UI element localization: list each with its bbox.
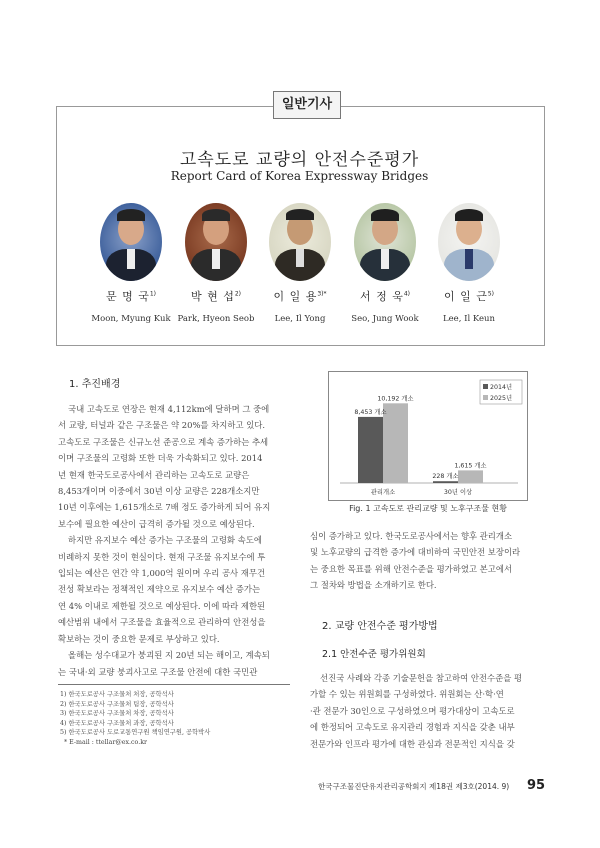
author-photo: [438, 203, 500, 281]
author-name-en: Moon, Myung Kuk: [91, 314, 171, 324]
legend-label: 2025년: [490, 395, 513, 402]
text-line: 심이 증가하고 있다. 한국도로공사에서는 향후 관리개소: [310, 531, 513, 541]
figure-caption: Fig. 1 고속도로 관리교량 및 노후구조물 현황: [349, 504, 507, 513]
bar-2025-30년이상: [458, 470, 483, 483]
author-name-ko: 박 현 섭: [190, 290, 235, 303]
x-tick-label: 30년 이상: [443, 489, 473, 496]
footnote: 1) 한국도로공사 구조물처 처장, 공학석사: [60, 691, 174, 698]
page-title: 고속도로 교량의 안전수준평가: [179, 150, 420, 170]
text-line: 확보하는 것이 중요한 문제로 부상하고 있다.: [58, 633, 220, 644]
author-name-en: Seo, Jung Wook: [351, 314, 419, 324]
text-line: 는 국내·외 교량 붕괴사고로 구조물 안전에 대한 국민관: [58, 666, 258, 677]
author-name-en: Lee, Il Keun: [443, 314, 495, 324]
text-line: 8,453개이며 이중에서 30년 이상 교량은 228개소지만: [58, 486, 260, 497]
text-line: 전성 확보라는 정책적인 제약으로 유지보수 예산 증가는: [58, 584, 261, 595]
text-line: 고속도로 구조물은 신규노선 준공으로 계속 증가하는 추세: [58, 436, 269, 447]
text-line: 에 한정되어 고속도로 유지관리 경험과 지식을 갖춘 내부: [310, 722, 515, 733]
bar-2014-관리개소: [358, 417, 383, 483]
author-2: [171, 203, 261, 324]
text-line: 올해는 성수대교가 붕괴된 지 20년 되는 해이고, 계속되: [68, 650, 270, 661]
author-name-en: Park, Hyeon Seob: [177, 314, 255, 324]
text-line: 10년 이후에는 1,615개소로 7배 정도 증가하게 되어 유지: [58, 502, 271, 513]
category-tag: 일반기사: [273, 91, 341, 119]
author-photo: [354, 203, 416, 281]
text-line: 년 현재 한국도로공사에서 관리하는 고속도로 교량은: [58, 469, 250, 480]
legend-swatch: [483, 384, 488, 389]
author-photo: [269, 203, 331, 281]
bar-2014-30년이상: [433, 481, 458, 483]
data-label: 1,615 개소: [454, 462, 487, 470]
text-line: ·관 전문가 30인으로 구성하였으며 평가대상이 고속도로: [310, 705, 515, 716]
text-line: 그 절차와 방법을 소개하기로 한다.: [310, 580, 437, 591]
text-line: 는 중요한 목표를 위해 안전수준을 평가하였고 본고에서: [310, 563, 513, 574]
footnote-divider: [58, 684, 290, 685]
text-line: 보수에 필요한 예산이 급격히 증가될 것으로 예상된다.: [58, 518, 255, 529]
page-number: 95: [527, 778, 546, 793]
author-3: [255, 203, 345, 324]
author-1: [86, 203, 176, 324]
author-mark: 1): [149, 290, 157, 298]
author-name-ko: 서 정 욱: [359, 290, 404, 303]
data-label: 8,453 개소: [354, 408, 387, 416]
bar-chart: [328, 371, 528, 501]
author-name-ko: 문 명 국: [105, 290, 150, 303]
text-line: 서 교량, 터널과 같은 구조물은 약 20%를 차지하고 있다.: [58, 420, 266, 431]
x-tick-label: 관리개소: [370, 489, 396, 496]
bar-2025-관리개소: [383, 403, 408, 483]
footnotes: [60, 690, 292, 747]
right-column-body: [310, 528, 542, 594]
footnote: 3) 한국도로공사 구조물처 차장, 공학석사: [60, 710, 174, 717]
legend-swatch: [483, 395, 488, 400]
footnote: * E-mail : ttellar@ex.co.kr: [64, 738, 148, 746]
text-line: 선진국 사례와 각종 기술문헌을 참고하여 안전수준을 평: [320, 673, 523, 683]
page-title-english: Report Card of Korea Expressway Bridges: [170, 169, 429, 183]
author-name-en: Lee, Il Yong: [274, 314, 326, 324]
footnote: 4) 한국도로공사 구조물처 과장, 공학석사: [60, 719, 174, 727]
author-mark: 4): [403, 290, 411, 298]
text-line: 이며 구조물의 고령화 또한 더욱 가속화되고 있다. 2014: [58, 453, 263, 464]
text-line: 비례하지 못한 것이 현실이다. 현재 구조물 유지보수에 투: [58, 551, 266, 562]
text-line: 전문가와 인프라 평가에 대한 관심과 전문적인 지식을 갖: [310, 738, 515, 749]
author-photo: [100, 203, 162, 281]
legend-label: 2014년: [490, 384, 513, 391]
author-photo: [185, 203, 247, 281]
text-line: 하지만 유지보수 예산 증가는 구조물의 고령화 속도에: [68, 535, 262, 546]
chart-legend: [480, 380, 522, 404]
footnote: 2) 한국도로공사 구조물처 팀장, 공학석사: [60, 700, 174, 708]
author-mark: 5): [487, 290, 495, 298]
text-line: 및 노후교량의 급격한 증가에 대비하여 국민안전 보장이라: [310, 547, 521, 558]
text-line: 국내 고속도로 연장은 현재 4,112km에 달하며 그 중에: [68, 404, 270, 414]
footnote: 5) 한국도로공사 도로교통연구원 책임연구원, 공학박사: [60, 729, 211, 736]
data-label: 228 개소: [432, 473, 459, 481]
data-label: 10,192 개소: [377, 395, 414, 403]
text-line: 연 4% 이내로 제한될 것으로 예상된다. 이에 따라 제한된: [58, 600, 266, 611]
author-mark: 2): [234, 290, 242, 298]
section21-body: [310, 670, 542, 752]
text-line: 가할 수 있는 위원회를 구성하였다. 위원회는 산·학·연: [310, 689, 504, 700]
subsection-heading: 2.1 안전수준 평가위원회: [322, 649, 426, 660]
author-mark: 3)*: [317, 290, 327, 298]
text-line: 입되는 예산은 연간 약 1,000억 원이며 우리 공사 재무건: [58, 568, 266, 579]
section-heading: 2. 교량 안전수준 평가방법: [322, 621, 438, 632]
journal-citation: 한국구조물진단유지관리공학회지 제18권 제3호(2014. 9): [318, 782, 510, 791]
author-name-ko: 이 일 근: [443, 290, 488, 303]
text-line: 예산범위 내에서 구조물을 효율적으로 관리하여 안전성을: [58, 617, 266, 628]
section-heading: 1. 추진배경: [69, 379, 121, 390]
section1-body: [58, 401, 290, 680]
author-4: [340, 203, 430, 324]
author-5: [424, 203, 514, 324]
author-name-ko: 이 일 용: [273, 290, 318, 303]
